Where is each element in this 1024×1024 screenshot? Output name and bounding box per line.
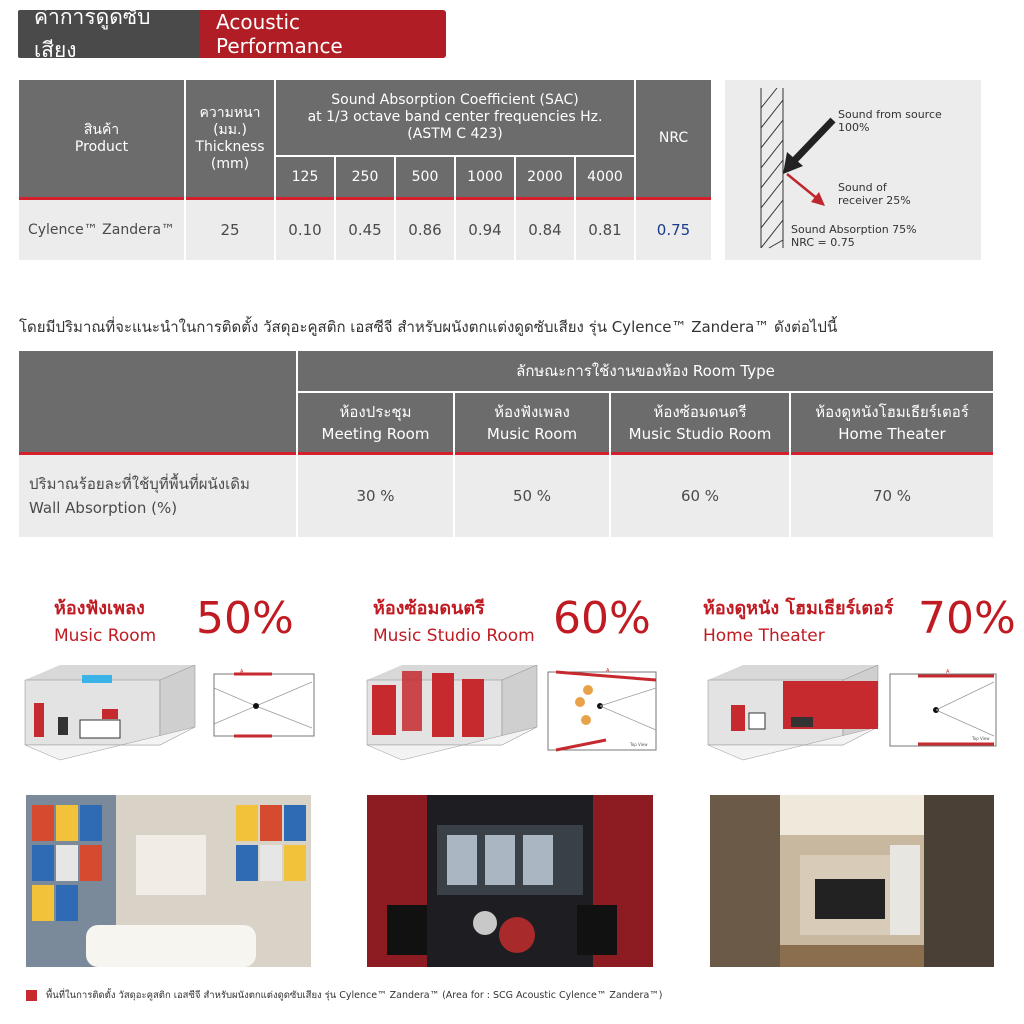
wall-absorption-label-en: Wall Absorption (%) [29, 499, 178, 517]
room-name-th: ห้องประชุม [339, 402, 412, 421]
source-arrow [783, 120, 833, 174]
freq-header: 125 [291, 168, 319, 185]
feature-home-theater [703, 593, 1016, 646]
hatched-wall [761, 88, 783, 248]
plan-marker: A [240, 669, 244, 675]
freq-header: 500 [411, 168, 439, 185]
source-label [838, 108, 942, 134]
sac-value: 0.10 [288, 221, 322, 239]
sac-value: 0.45 [348, 221, 382, 239]
nrc-value: 0.75 [656, 221, 691, 239]
source-line1: Sound from source [838, 108, 942, 121]
nrc-header: NRC [658, 130, 689, 146]
room-name-th: ห้องฟังเพลง [494, 402, 570, 421]
room-meeting-header [298, 393, 453, 452]
feature-title-th: ห้องฟังเพลง [54, 598, 145, 619]
section-title-thai: ค่าการดูดซับเสียง [18, 10, 200, 58]
home-theater-photo [710, 795, 994, 967]
thickness-unit-th: (มม.) [213, 121, 247, 138]
room-name-en: Meeting Room [321, 424, 430, 443]
room-music-header [455, 393, 609, 452]
feature-title-en: Home Theater [703, 626, 825, 646]
room-name-th: ห้องซ้อมดนตรี [653, 402, 747, 421]
studio-room-plan [546, 668, 658, 752]
sound-absorption-diagram [725, 80, 981, 260]
wall-absorption-value: 60 % [680, 487, 720, 505]
sac-table [19, 80, 711, 260]
product-header-th: สินค้า [83, 121, 120, 138]
plan-marker: A [946, 669, 950, 675]
feature-percentage: 50% [196, 593, 294, 644]
feature-title-th: ห้องซ้อมดนตรี [373, 598, 485, 619]
studio-room-photo [367, 795, 653, 967]
freq-header: 4000 [587, 168, 623, 185]
feature-title-th: ห้องดูหนัง โฮมเธียร์เตอร์ [703, 598, 894, 619]
footnote [26, 988, 663, 1003]
section-header [18, 5, 446, 62]
source-line2: 100% [838, 121, 870, 134]
product-header-en: Product [74, 138, 129, 155]
freq-header: 250 [351, 168, 379, 185]
product-name: Cylence™ Zandera™ [27, 222, 176, 238]
absorption-line2: NRC = 0.75 [791, 236, 855, 249]
freq-header: 1000 [467, 168, 503, 185]
absorption-line1: Sound Absorption 75% [791, 223, 917, 236]
legend-swatch [26, 990, 37, 1001]
wall-absorption-label [29, 455, 294, 537]
thickness-header-th: ความหนา [199, 104, 261, 121]
room-type-table [19, 351, 993, 537]
freq-header: 2000 [527, 168, 563, 185]
feature-percentage: 60% [553, 593, 651, 644]
sac-header [276, 80, 634, 155]
sac-value: 0.84 [528, 221, 562, 239]
thickness-value: 25 [220, 221, 240, 239]
studio-room-illustration [362, 665, 542, 765]
footnote-text: พื้นที่ในการติดตั้ง วัสดุอะคูสติก เอสซีจี สำหรับผนังตกแต่งดูดซับเสียง รุ่น Cylence™ Zandera™ (Area for : SCG Acoustic Cylence™ Zandera™) [46, 990, 663, 1001]
sac-header-line2: at 1/3 octave band center frequencies Hz. [307, 109, 603, 125]
feature-music-room [54, 593, 304, 646]
room-theater-header [791, 393, 993, 452]
thickness-header [186, 80, 274, 197]
receiver-line1: Sound of [838, 181, 887, 194]
receiver-arrow [787, 174, 825, 206]
thickness-header-en: Thickness [195, 138, 265, 155]
feature-studio-room [373, 593, 653, 646]
receiver-line2: receiver 25% [838, 194, 911, 207]
music-room-photo [26, 795, 311, 967]
plan-marker: A [606, 668, 610, 674]
music-room-illustration [20, 665, 200, 765]
receiver-label [838, 181, 911, 207]
sac-header-line1: Sound Absorption Coefficient (SAC) [331, 92, 579, 108]
music-room-plan [212, 668, 316, 740]
wall-absorption-label-th: ปริมาณร้อยละที่ใช้บุที่พื้นที่ผนังเดิม [29, 475, 250, 493]
absorption-label [791, 223, 917, 249]
section-title-english: Acoustic Performance [200, 10, 446, 58]
room-name-th: ห้องดูหนังโฮมเธียร์เตอร์ [815, 402, 969, 421]
sac-value: 0.94 [468, 221, 502, 239]
wall-absorption-value: 50 % [512, 487, 552, 505]
room-studio-header [611, 393, 789, 452]
room-name-en: Music Room [486, 424, 578, 443]
sac-value: 0.81 [588, 221, 622, 239]
plan-view-label: Top View [972, 736, 990, 741]
thickness-unit-en: (mm) [210, 155, 250, 172]
room-name-en: Music Studio Room [628, 424, 772, 443]
room-name-en: Home Theater [838, 424, 946, 443]
sac-value: 0.86 [408, 221, 442, 239]
wall-absorption-value: 70 % [872, 487, 912, 505]
wall-absorption-value: 30 % [356, 487, 395, 505]
feature-percentage: 70% [918, 593, 1016, 644]
room-type-header: ลักษณะการใช้งานของห้อง Room Type [516, 362, 775, 380]
feature-title-en: Music Studio Room [373, 626, 535, 646]
product-header [19, 80, 184, 197]
feature-title-en: Music Room [54, 626, 157, 646]
theater-room-illustration [703, 665, 883, 765]
sac-header-line3: (ASTM C 423) [407, 126, 503, 142]
theater-room-plan [888, 668, 998, 748]
recommendation-sentence: โดยมีปริมาณที่จะแนะนำในการติดตั้ง วัสดุอะคูสติก เอสซีจี สำหรับผนังตกแต่งดูดซับเสียง รุ่น Cylence™ Zandera™ ดังต่อไปนี้ [19, 318, 838, 336]
plan-view-label: Top View [630, 742, 648, 747]
